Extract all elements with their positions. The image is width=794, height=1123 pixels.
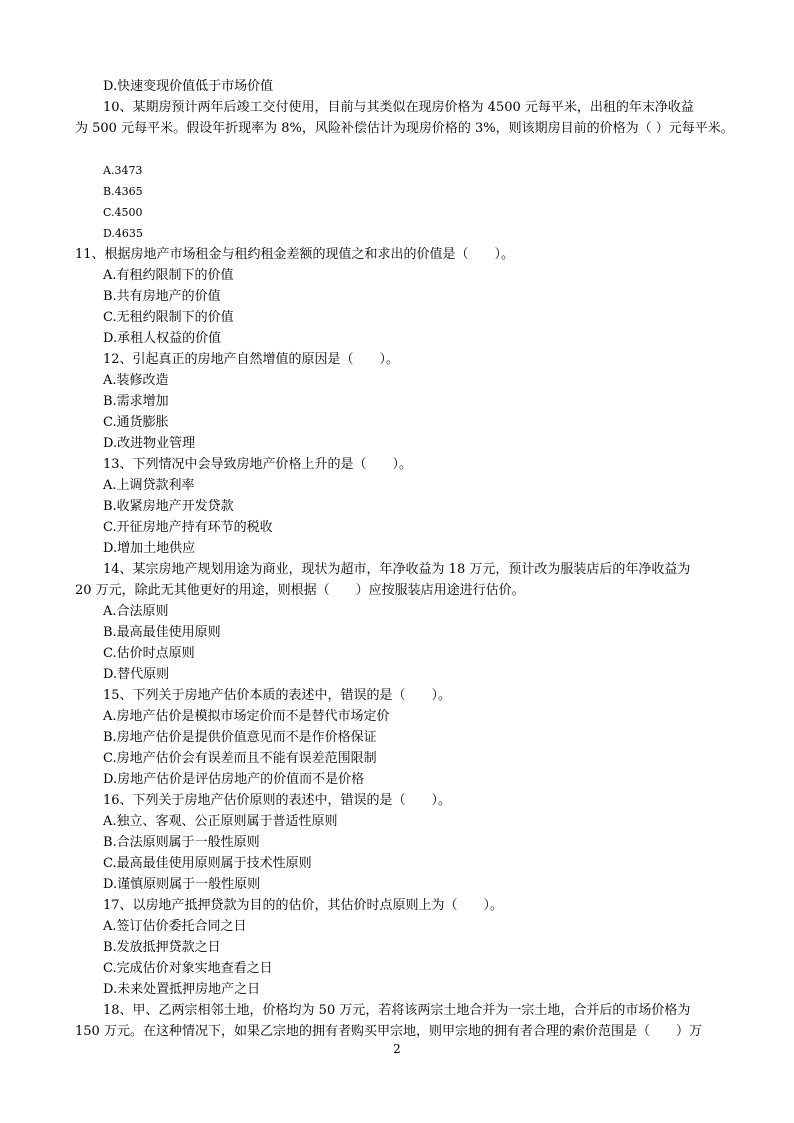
answer-option: B.最高最佳使用原则 [103, 625, 221, 640]
answer-option: D.房地产估价是评估房地产的价值而不是价格 [103, 772, 365, 787]
answer-option: A.上调贷款利率 [103, 478, 195, 493]
answer-option: B.合法原则属于一般性原则 [103, 835, 260, 850]
answer-option: C.开征房地产持有环节的税收 [103, 520, 273, 535]
answer-option: D.未来处置抵押房地产之日 [103, 982, 261, 997]
question-line: 10、某期房预计两年后竣工交付使用，目前与其类似在现房价格为 4500 元每平米，出租的年末净收益 [103, 100, 694, 115]
answer-option: D.承租人权益的价值 [103, 331, 222, 346]
answer-option: C.完成估价对象实地查看之日 [103, 961, 273, 976]
question-line: 18、甲、乙两宗相邻土地，价格均为 50 万元，若将该两宗土地合并为一宗土地，合并后的市场价格为 [103, 1003, 691, 1018]
answer-option: D.替代原则 [103, 667, 170, 682]
answer-option: A.独立、客观、公正原则属于普适性原则 [103, 814, 338, 829]
answer-option: A.有租约限制下的价值 [103, 268, 234, 283]
answer-option: C.最高最佳使用原则属于技术性原则 [103, 856, 312, 871]
question-continuation: 为 500 元每平米。假设年折现率为 8%，风险补偿估计为现房价格的 3%，则该期房目前的价格为（ ）元每平米。 [75, 121, 734, 136]
question-line: 15、下列关于房地产估价本质的表述中，错误的是（ ）。 [103, 688, 452, 703]
question-continuation: 20 万元，除此无其他更好的用途，则根据（ ）应按服装店用途进行估价。 [75, 583, 525, 598]
question-line: 13、下列情况中会导致房地产价格上升的是（ ）。 [103, 457, 413, 472]
answer-option: C.无租约限制下的价值 [103, 310, 234, 325]
question-continuation: 150 万元。在这种情况下，如果乙宗地的拥有者购买甲宗地，则甲宗地的拥有者合理的索价范围是（ ）万 [75, 1024, 702, 1039]
answer-option: D.4635 [103, 227, 143, 240]
question-line: 17、以房地产抵押贷款为目的的估价，其估价时点原则上为（ ）。 [103, 898, 504, 913]
answer-option: A.装修改造 [103, 373, 169, 388]
answer-option: C.房地产估价会有误差而且不能有误差范围限制 [103, 751, 377, 766]
answer-option: B.4365 [103, 185, 143, 198]
answer-option: D.改进物业管理 [103, 436, 196, 451]
answer-option: B.发放抵押贷款之日 [103, 940, 221, 955]
answer-option: D.谨慎原则属于一般性原则 [103, 877, 261, 892]
blank-line [75, 139, 730, 160]
answer-option: A.3473 [103, 164, 143, 177]
question-line: 12、引起真正的房地产自然增值的原因是（ ）。 [103, 352, 400, 367]
question-line: 11、根据房地产市场租金与租约租金差额的现值之和求出的价值是（ ）。 [75, 247, 515, 262]
question-line: 16、下列关于房地产估价原则的表述中，错误的是（ ）。 [103, 793, 452, 808]
answer-option: A.合法原则 [103, 604, 169, 619]
answer-option: D.快速变现价值低于市场价值 [103, 79, 274, 94]
answer-option: D.增加土地供应 [103, 541, 196, 556]
answer-option: B.共有房地产的价值 [103, 289, 221, 304]
answer-option: A.房地产估价是模拟市场定价而不是替代市场定价 [103, 709, 390, 724]
answer-option: C.4500 [103, 206, 143, 219]
answer-option: C.通货膨胀 [103, 415, 169, 430]
page-number: 2 [393, 1042, 401, 1056]
answer-option: B.收紧房地产开发贷款 [103, 499, 234, 514]
document-body [75, 76, 734, 1042]
answer-option: C.估价时点原则 [103, 646, 195, 661]
answer-option: A.签订估价委托合同之日 [103, 919, 247, 934]
answer-option: B.需求增加 [103, 394, 169, 409]
question-line: 14、某宗房地产规划用途为商业，现状为超市，年净收益为 18 万元，预计改为服装店后的年净收益为 [103, 562, 691, 577]
answer-option: B.房地产估价是提供价值意见而不是作价格保证 [103, 730, 377, 745]
